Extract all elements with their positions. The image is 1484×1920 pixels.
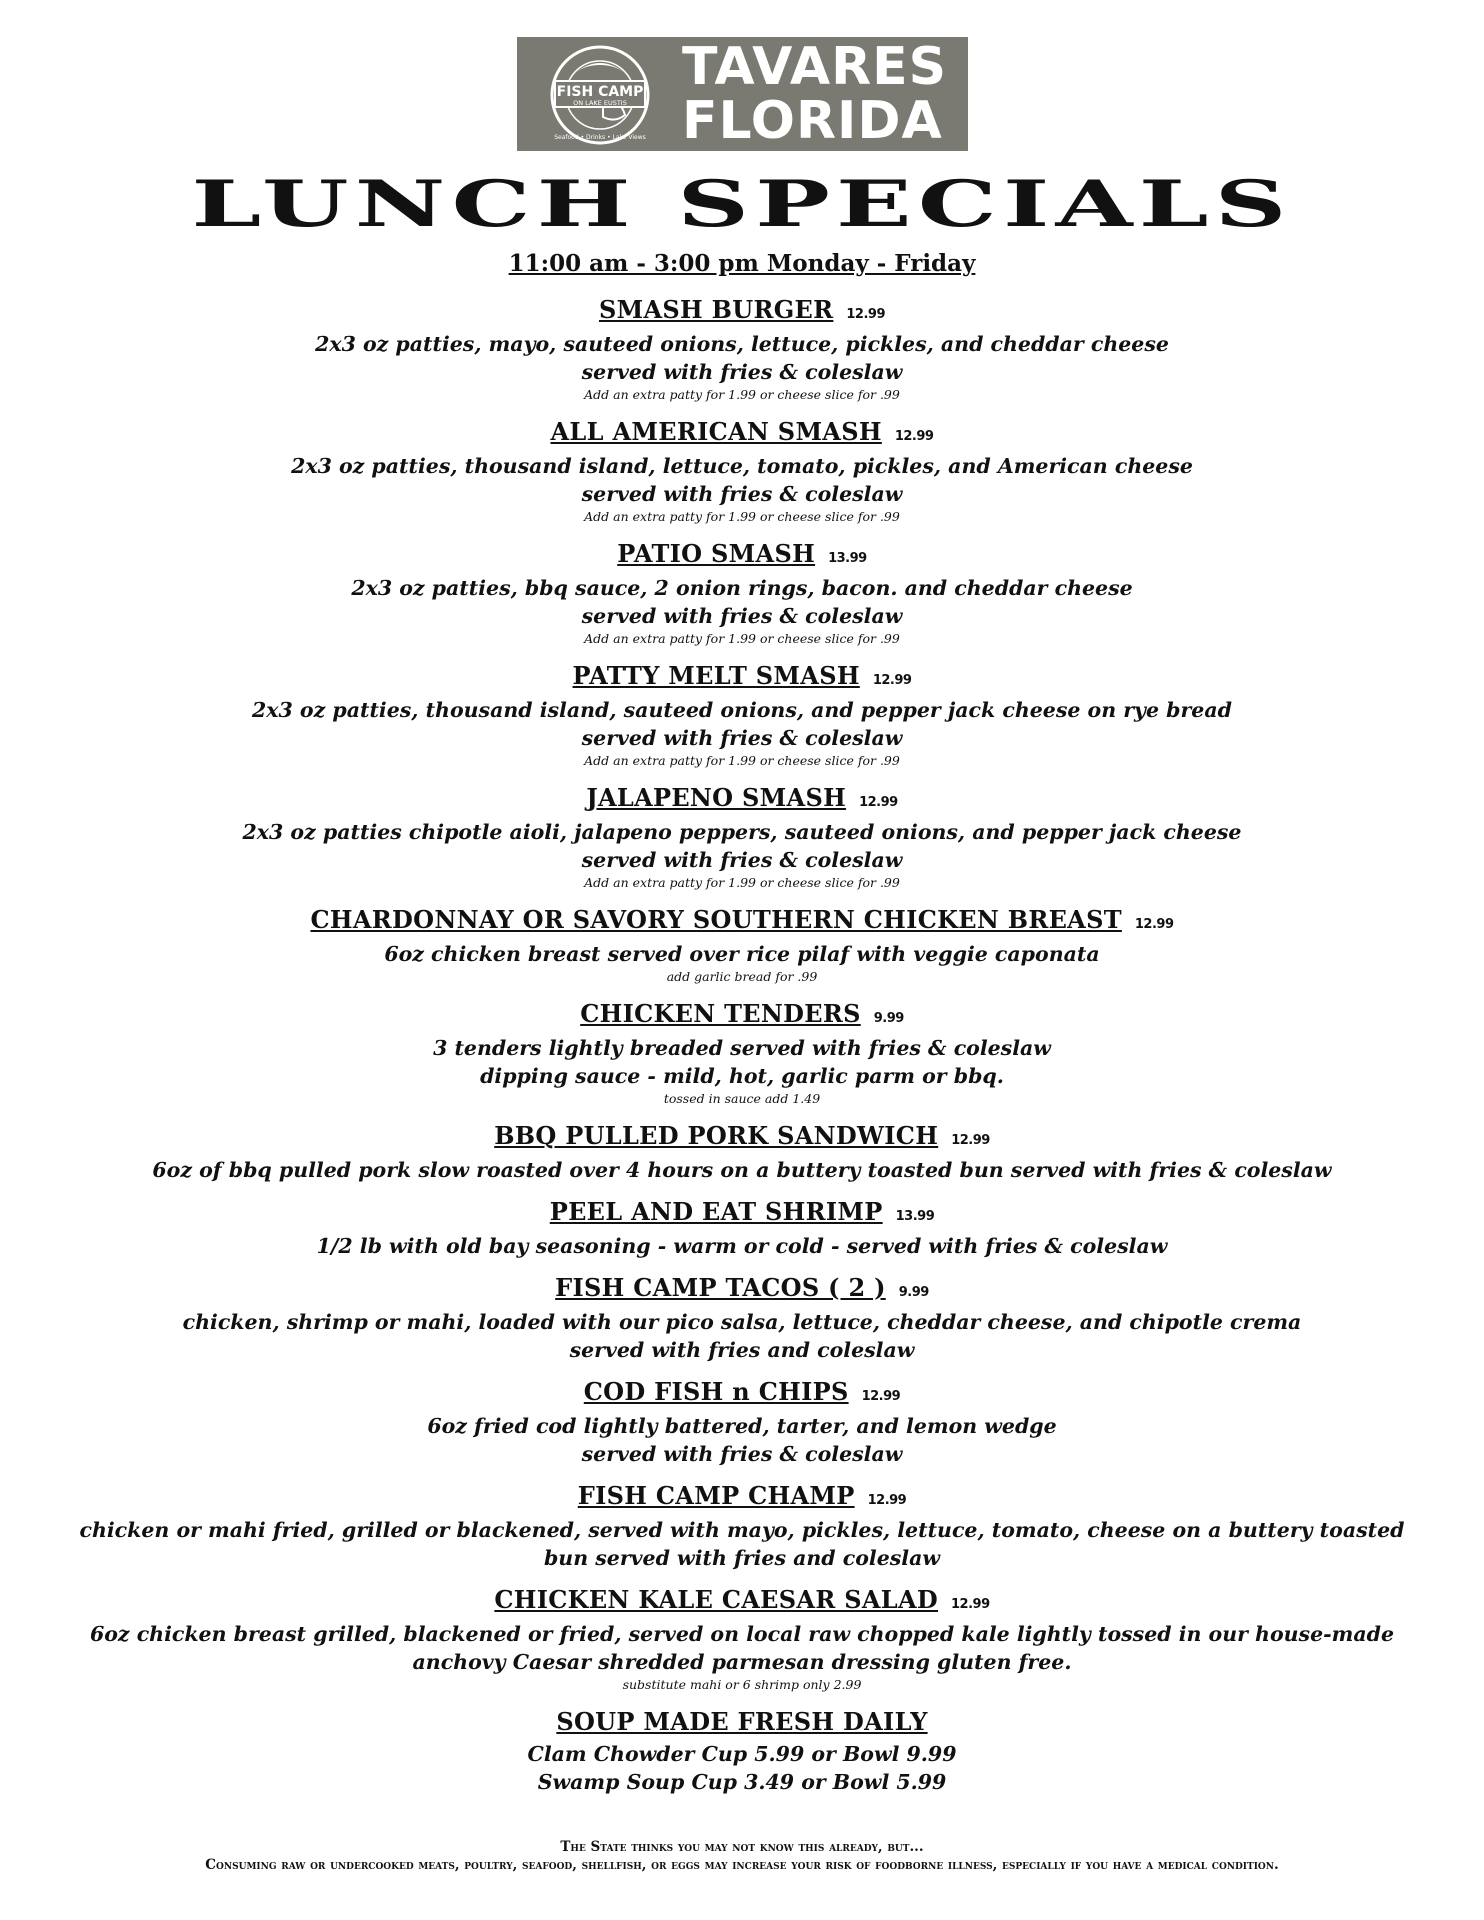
item-description: 3 tenders lightly breaded served with fries & coleslaw <box>433 1036 1051 1060</box>
item-note: Add an extra patty for 1.99 or cheese slice for .99 <box>584 387 900 402</box>
menu-item <box>20 538 1464 648</box>
item-description: anchovy Caesar shredded parmesan dressing gluten free. <box>412 1650 1072 1674</box>
item-price: 12.99 <box>894 429 934 444</box>
item-price: 12.99 <box>846 307 885 322</box>
emblem-line2: ON LAKE EUSTIS <box>573 99 627 107</box>
item-note: add garlic bread for .99 <box>666 969 818 984</box>
item-name: COD FISH n CHIPS <box>583 1377 849 1406</box>
item-description: bun served with fries and coleslaw <box>543 1546 941 1570</box>
disclaimer-line2: Consuming raw or undercooked meats, poultry, seafood, shellfish, or eggs may increase your risk of foodborne illness, especially if you have a medical condition. <box>205 1857 1279 1873</box>
disclaimer-line1: The State thinks you may not know this already, but... <box>560 1839 924 1855</box>
item-price: 13.99 <box>828 551 867 566</box>
item-description: 6oz chicken breast grilled, blackened or fried, served on local raw chopped kale lightly tossed in our house-made <box>89 1622 1394 1646</box>
item-description: 2x3 oz patties, bbq sauce, 2 onion rings, bacon. and cheddar cheese <box>351 576 1133 600</box>
menu-item <box>20 1376 1464 1468</box>
item-price: 12.99 <box>1134 917 1174 932</box>
item-name: CHARDONNAY OR SAVORY SOUTHERN CHICKEN BREAST <box>310 905 1122 934</box>
item-description: chicken, shrimp or mahi, loaded with our pico salsa, lettuce, cheddar cheese, and chipotle crema <box>182 1310 1302 1334</box>
item-price: 12.99 <box>951 1133 990 1148</box>
item-description: 2x3 oz patties chipotle aioli, jalapeno peppers, sauteed onions, and pepper jack cheese <box>242 820 1242 844</box>
menu-item <box>20 1272 1464 1364</box>
menu-item <box>20 782 1464 892</box>
item-description: 1/2 lb with old bay seasoning - warm or cold - served with fries & coleslaw <box>316 1234 1168 1258</box>
item-note: Add an extra patty for 1.99 or cheese slice for .99 <box>584 875 900 890</box>
menu-item <box>20 1584 1464 1694</box>
item-name: FISH CAMP TACOS ( 2 ) <box>555 1273 886 1302</box>
item-description: served with fries & coleslaw <box>581 848 903 872</box>
menu-list <box>20 294 1464 1808</box>
item-description: 6oz fried cod lightly battered, tarter, and lemon wedge <box>427 1414 1057 1438</box>
item-description: 2x3 oz patties, thousand island, lettuce, tomato, pickles, and American cheese <box>291 454 1193 478</box>
item-name: SMASH BURGER <box>598 295 834 324</box>
menu-item <box>20 660 1464 770</box>
item-name: PEEL AND EAT SHRIMP <box>549 1197 883 1226</box>
item-description: served with fries & coleslaw <box>581 360 903 384</box>
item-description: served with fries & coleslaw <box>581 726 903 750</box>
logo-city: TAVARES <box>682 37 948 97</box>
item-note: tossed in sauce add 1.49 <box>663 1091 821 1106</box>
item-price: 12.99 <box>861 1389 901 1404</box>
item-name: CHICKEN TENDERS <box>580 999 861 1028</box>
item-name: PATTY MELT SMASH <box>572 661 860 690</box>
item-description: served with fries & coleslaw <box>581 1442 903 1466</box>
item-name: BBQ PULLED PORK SANDWICH <box>494 1121 939 1150</box>
emblem-ring-text: Seafood • Drinks • Lake Views <box>554 134 646 141</box>
item-price: 12.99 <box>872 673 912 688</box>
item-description: served with fries & coleslaw <box>581 604 903 628</box>
menu-item <box>20 904 1464 986</box>
item-description: 6oz of bbq pulled pork slow roasted over 4 hours on a buttery toasted bun served with fries & coleslaw <box>152 1158 1332 1182</box>
item-note: Add an extra patty for 1.99 or cheese slice for .99 <box>584 631 900 646</box>
menu-item <box>20 294 1464 404</box>
item-price: 12.99 <box>859 795 898 810</box>
logo-wordmark <box>682 37 957 151</box>
item-note: Add an extra patty for 1.99 or cheese slice for .99 <box>584 509 900 524</box>
item-description: Swamp Soup Cup 3.49 or Bowl 5.99 <box>537 1770 947 1794</box>
page-title: LUNCH SPECIALS <box>191 167 1293 242</box>
item-price: 9.99 <box>873 1011 904 1026</box>
item-price: 12.99 <box>867 1493 907 1508</box>
item-description: Clam Chowder Cup 5.99 or Bowl 9.99 <box>527 1742 957 1766</box>
menu-item <box>20 1120 1464 1184</box>
item-name: FISH CAMP CHAMP <box>577 1481 855 1510</box>
item-description: served with fries and coleslaw <box>569 1338 915 1362</box>
item-name: JALAPENO SMASH <box>586 783 847 812</box>
item-description: 2x3 oz patties, mayo, sauteed onions, lettuce, pickles, and cheddar cheese <box>315 332 1169 356</box>
item-name: SOUP MADE FRESH DAILY <box>556 1707 928 1736</box>
item-name: ALL AMERICAN SMASH <box>550 417 882 446</box>
item-name: CHICKEN KALE CAESAR SALAD <box>494 1585 938 1614</box>
item-name: PATIO SMASH <box>617 539 816 568</box>
food-safety-disclaimer <box>0 1838 1484 1874</box>
item-description: dipping sauce - mild, hot, garlic parm or bbq. <box>480 1064 1004 1088</box>
menu-item <box>20 1196 1464 1260</box>
item-note: substitute mahi or 6 shrimp only 2.99 <box>622 1677 862 1692</box>
emblem-line1: FISH CAMP <box>556 84 644 100</box>
item-description: chicken or mahi fried, grilled or blackened, served with mayo, pickles, lettuce, tomato, cheese on a buttery toasted <box>79 1518 1405 1542</box>
item-price: 12.99 <box>951 1597 990 1612</box>
menu-item <box>20 1706 1464 1796</box>
menu-item <box>20 416 1464 526</box>
restaurant-logo <box>517 37 968 151</box>
fish-camp-emblem-icon <box>545 43 655 147</box>
menu-item <box>20 1480 1464 1572</box>
item-price: 9.99 <box>898 1285 929 1300</box>
item-note: Add an extra patty for 1.99 or cheese slice for .99 <box>584 753 900 768</box>
item-description: 6oz chicken breast served over rice pilaf with veggie caponata <box>384 942 1100 966</box>
logo-state: FLORIDA <box>682 91 943 151</box>
service-hours: 11:00 am - 3:00 pm Monday - Friday <box>508 250 976 277</box>
item-description: served with fries & coleslaw <box>581 482 903 506</box>
item-description: 2x3 oz patties, thousand island, sauteed onions, and pepper jack cheese on rye bread <box>252 698 1232 722</box>
item-price: 13.99 <box>895 1209 935 1224</box>
menu-item <box>20 998 1464 1108</box>
